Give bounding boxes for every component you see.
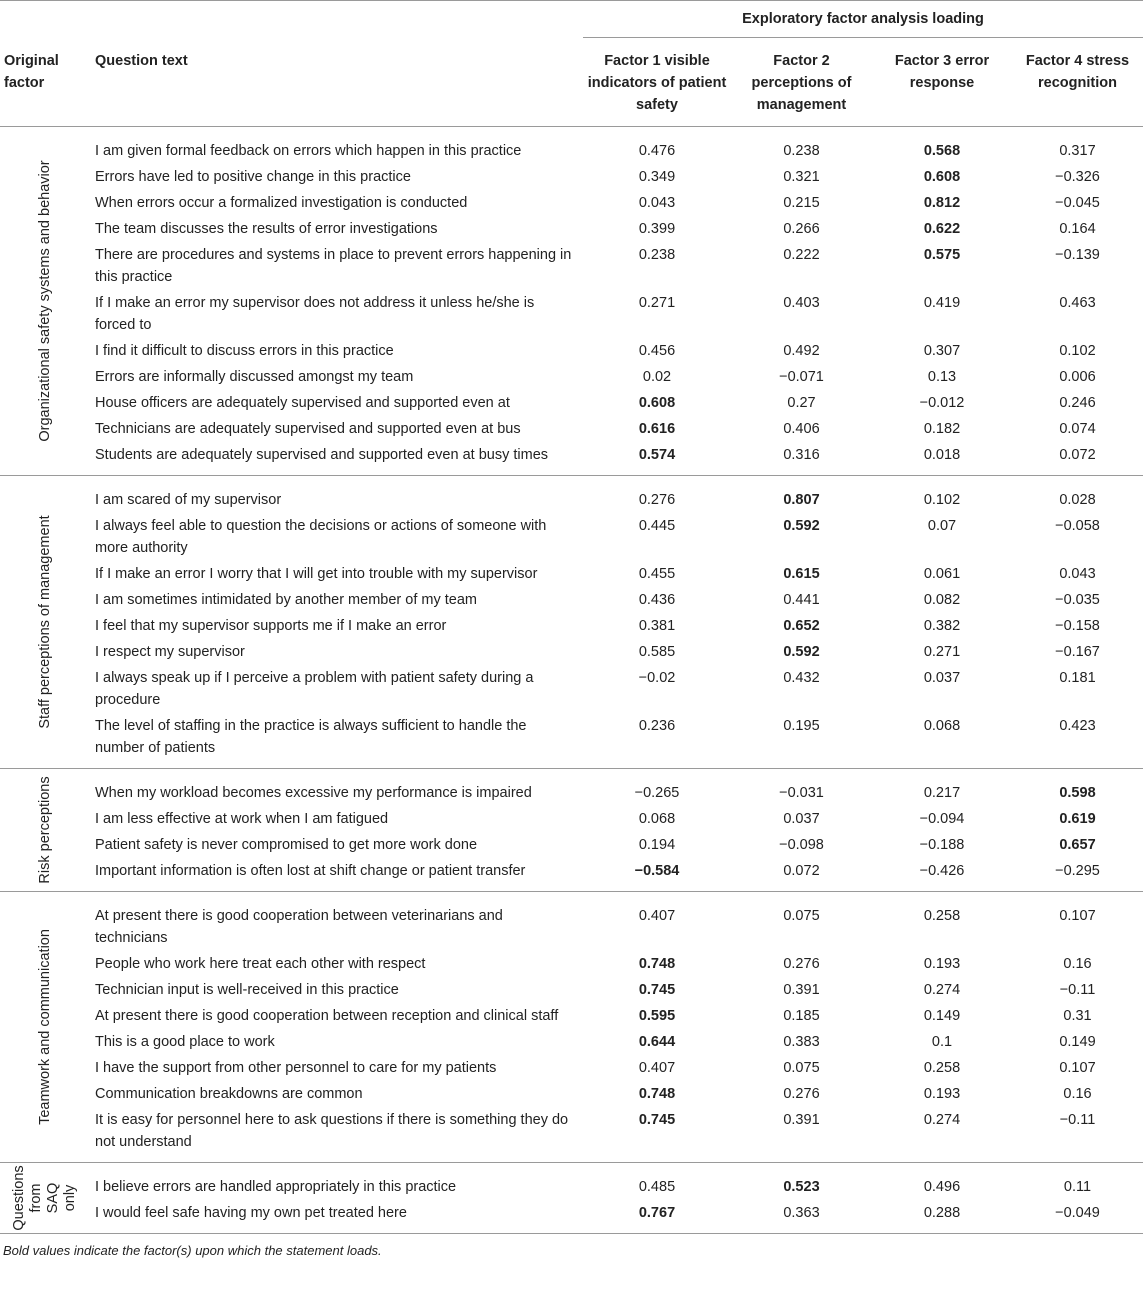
loading-f2-cell: 0.592 <box>783 644 820 660</box>
original-factor-label-line: Questions <box>11 1165 27 1231</box>
question-text-cell: People who work here treat each other with respect <box>95 956 426 972</box>
loading-f1-cell: 0.271 <box>638 295 676 311</box>
loading-f3-cell: −0.012 <box>919 395 965 411</box>
loading-f3-cell: −0.188 <box>919 837 965 853</box>
loading-f3-cell: 0.274 <box>923 982 961 998</box>
loading-f4-cell: 0.31 <box>1063 1008 1092 1024</box>
loading-f4-cell: 0.181 <box>1059 670 1096 686</box>
loading-f2-cell: 0.615 <box>783 566 820 582</box>
loading-f1-cell: 0.236 <box>638 718 676 734</box>
question-text-cell: At present there is good cooperation between reception and clinical staff <box>95 1008 559 1024</box>
loading-f3-cell: 0.812 <box>923 195 961 211</box>
loading-f1-cell: 0.276 <box>583 476 731 514</box>
loading-f2-cell: 0.652 <box>783 618 820 634</box>
loading-f1-cell: 0.476 <box>638 143 676 159</box>
col-factor-1: Factor 1 visible indicators of patient safety <box>587 53 727 113</box>
table-row <box>0 769 1143 807</box>
question-text-cell: If I make an error my supervisor does not address it unless he/she is forced to <box>95 295 535 333</box>
loading-f1-cell: 0.608 <box>638 395 676 411</box>
loading-f2-cell: 0.075 <box>783 1060 820 1076</box>
loading-f2-cell: 0.316 <box>783 447 820 463</box>
table-row <box>0 1107 1143 1163</box>
loading-f3-cell: 0.018 <box>923 447 961 463</box>
loading-f1-cell: 0.745 <box>638 1112 676 1128</box>
loading-f1-cell: 0.456 <box>638 343 676 359</box>
loading-f4-cell: 0.074 <box>1059 421 1096 437</box>
original-factor-cell <box>0 1163 90 1234</box>
table-row <box>0 416 1143 442</box>
table-row <box>0 561 1143 587</box>
table-row <box>0 338 1143 364</box>
table-row <box>0 951 1143 977</box>
loading-f1-cell: 0.043 <box>638 195 676 211</box>
original-factor-cell <box>0 769 90 892</box>
table-row <box>0 1029 1143 1055</box>
loading-f4-cell: −0.045 <box>1055 195 1100 211</box>
loading-f4-cell: 0.657 <box>1059 837 1096 853</box>
col-factor-3: Factor 3 error response <box>894 53 990 91</box>
loading-f4-cell: −0.326 <box>1055 169 1100 185</box>
question-text-cell: Technicians are adequately supervised and supported even at bus <box>95 421 521 437</box>
loading-f1-cell: 0.068 <box>638 811 676 827</box>
loading-f1-cell: 0.436 <box>638 592 676 608</box>
question-text-cell: When my workload becomes excessive my performance is impaired <box>90 769 583 807</box>
loading-f1-cell: 0.616 <box>638 421 676 437</box>
loading-f3-cell: −0.094 <box>919 811 965 827</box>
table-row <box>0 665 1143 713</box>
question-text-cell: I am given formal feedback on errors which happen in this practice <box>95 143 522 159</box>
table-row <box>0 216 1143 242</box>
table-row <box>0 892 1143 952</box>
loading-f3-cell: 0.149 <box>923 1008 961 1024</box>
loading-f2-cell: 0.266 <box>783 221 820 237</box>
table-row <box>0 977 1143 1003</box>
table-row <box>0 1081 1143 1107</box>
loading-f4-cell: 0.317 <box>1059 143 1096 159</box>
question-text-cell: If I make an error I worry that I will get into trouble with my supervisor <box>95 566 538 582</box>
loading-f4-cell: 0.11 <box>1012 1163 1143 1201</box>
loading-f1-cell: −0.584 <box>634 863 680 879</box>
loading-f2-cell: −0.071 <box>779 369 824 385</box>
question-text-cell: The level of staffing in the practice is always sufficient to handle the number of patients <box>95 718 527 756</box>
loading-f2-cell: 0.492 <box>783 343 820 359</box>
loading-f1-cell: 0.238 <box>638 247 676 263</box>
question-text-cell: I am sometimes intimidated by another member of my team <box>95 592 477 608</box>
loading-f3-cell: 0.13 <box>927 369 957 385</box>
loading-f1-cell: 0.194 <box>638 837 676 853</box>
loading-f4-cell: 0.107 <box>1012 892 1143 952</box>
table-row <box>0 587 1143 613</box>
loading-f1-cell: −0.265 <box>583 769 731 807</box>
original-factor-label: Risk perceptions <box>37 776 53 884</box>
loading-f3-cell: 0.037 <box>923 670 961 686</box>
loading-f2-cell: 0.406 <box>783 421 820 437</box>
loading-f1-cell: 0.748 <box>638 1086 676 1102</box>
loading-f2-cell: 0.441 <box>783 592 820 608</box>
loading-f4-cell: 0.246 <box>1059 395 1096 411</box>
loading-f1-cell: 0.407 <box>583 892 731 952</box>
loading-f1-cell: 0.485 <box>583 1163 731 1201</box>
loading-f2-cell: 0.391 <box>783 1112 820 1128</box>
loading-f2-cell: 0.238 <box>783 143 820 159</box>
loading-f4-cell: 0.463 <box>1059 295 1096 311</box>
loading-f3-cell: 0.307 <box>923 343 961 359</box>
loading-f2-cell: 0.215 <box>783 195 820 211</box>
loading-f4-cell: 0.028 <box>1012 476 1143 514</box>
loading-f3-cell: 0.193 <box>923 956 961 972</box>
loading-f4-cell: 0.006 <box>1059 369 1096 385</box>
loading-f2-cell: 0.037 <box>783 811 820 827</box>
table-row <box>0 1003 1143 1029</box>
loading-f4-cell: 0.16 <box>1063 1086 1092 1102</box>
table-footnote: Bold values indicate the factor(s) upon which the statement loads. <box>3 1243 382 1258</box>
table-row <box>0 639 1143 665</box>
table-row <box>0 242 1143 290</box>
loading-f2-cell: 0.807 <box>731 476 872 514</box>
loading-f4-cell: −0.167 <box>1055 644 1100 660</box>
col-factor-2: Factor 2 perceptions of management <box>751 53 852 113</box>
loading-f3-cell: 0.082 <box>923 592 961 608</box>
loading-f2-cell: 0.391 <box>783 982 820 998</box>
table-row <box>0 613 1143 639</box>
col-question-text: Question text <box>95 52 188 69</box>
table-row <box>0 1163 1143 1201</box>
loading-f1-cell: −0.02 <box>638 670 676 686</box>
loading-f4-cell: 0.107 <box>1059 1060 1096 1076</box>
table-row <box>0 1055 1143 1081</box>
question-text-cell: Technician input is well-received in this practice <box>95 982 399 998</box>
loading-f4-cell: 0.598 <box>1012 769 1143 807</box>
loading-f3-cell: 0.271 <box>923 644 961 660</box>
loading-f3-cell: 0.274 <box>923 1112 961 1128</box>
loading-f3-cell: 0.288 <box>923 1205 961 1221</box>
loading-f3-cell: 0.496 <box>872 1163 1012 1201</box>
loading-f3-cell: 0.622 <box>923 221 961 237</box>
col-factor-4: Factor 4 stress recognition <box>1025 53 1130 91</box>
loading-f2-cell: −0.031 <box>731 769 872 807</box>
loading-f1-cell: 0.644 <box>638 1034 676 1050</box>
question-text-cell: There are procedures and systems in place to prevent errors happening in this practice <box>95 247 572 285</box>
loading-f3-cell: 0.193 <box>923 1086 961 1102</box>
question-text-cell: I feel that my supervisor supports me if I make an error <box>95 618 447 634</box>
original-factor-label: Teamwork and communication <box>37 929 53 1125</box>
question-text-cell: This is a good place to work <box>95 1034 275 1050</box>
loading-f4-cell: −0.11 <box>1059 1112 1096 1128</box>
loading-f1-cell: 0.445 <box>638 518 676 534</box>
table-row <box>0 442 1143 476</box>
question-text-cell: It is easy for personnel here to ask questions if there is something they do not understand <box>95 1112 569 1150</box>
loading-f2-cell: 0.363 <box>783 1205 820 1221</box>
table-row <box>0 832 1143 858</box>
table-row <box>0 806 1143 832</box>
table-body <box>0 127 1143 1234</box>
original-factor-cell <box>0 892 90 1163</box>
loading-f1-cell: 0.455 <box>638 566 676 582</box>
original-factor-cell <box>0 127 90 476</box>
question-text-cell: Errors have led to positive change in this practice <box>95 169 411 185</box>
loading-f4-cell: −0.158 <box>1055 618 1100 634</box>
loading-f4-cell: 0.149 <box>1059 1034 1096 1050</box>
loading-f3-cell: 0.258 <box>923 1060 961 1076</box>
question-text-cell: I always feel able to question the decisions or actions of someone with more authority <box>95 518 547 556</box>
loading-f3-cell: 0.608 <box>923 169 961 185</box>
question-text-cell: At present there is good cooperation between veterinarians and technicians <box>90 892 583 952</box>
question-text-cell: The team discusses the results of error investigations <box>95 221 438 237</box>
original-factor-label: Organizational safety systems and behavior <box>37 160 53 442</box>
loading-f1-cell: 0.585 <box>638 644 676 660</box>
loading-f3-cell: 0.217 <box>872 769 1012 807</box>
question-text-cell: Errors are informally discussed amongst my team <box>95 369 414 385</box>
table-row <box>0 190 1143 216</box>
question-text-cell: I am scared of my supervisor <box>90 476 583 514</box>
loading-f4-cell: 0.16 <box>1063 956 1092 972</box>
loading-f2-cell: 0.383 <box>783 1034 820 1050</box>
loading-f3-cell: 0.568 <box>923 143 961 159</box>
table-row <box>0 476 1143 514</box>
loading-f2-cell: 0.27 <box>787 395 816 411</box>
question-text-cell: I am less effective at work when I am fatigued <box>95 811 389 827</box>
loading-f1-cell: 0.02 <box>642 369 672 385</box>
loading-f2-cell: 0.195 <box>783 718 820 734</box>
original-factor-label: Staff perceptions of management <box>37 515 53 729</box>
loading-f4-cell: 0.102 <box>1059 343 1096 359</box>
original-factor-label-line: SAQ <box>45 1182 61 1214</box>
loading-f3-cell: 0.382 <box>923 618 961 634</box>
question-text-cell: Important information is often lost at shift change or patient transfer <box>95 863 526 879</box>
loading-f2-cell: 0.276 <box>783 956 820 972</box>
loading-f2-cell: 0.185 <box>783 1008 820 1024</box>
loading-f2-cell: 0.321 <box>783 169 820 185</box>
loading-f2-cell: 0.592 <box>783 518 820 534</box>
loading-f1-cell: 0.745 <box>638 982 676 998</box>
loading-f4-cell: −0.11 <box>1059 982 1096 998</box>
loading-f4-cell: −0.139 <box>1055 247 1100 263</box>
question-text-cell: Communication breakdowns are common <box>95 1086 363 1102</box>
loading-f1-cell: 0.748 <box>638 956 676 972</box>
loading-f1-cell: 0.399 <box>638 221 676 237</box>
loading-f4-cell: 0.619 <box>1059 811 1096 827</box>
question-text-cell: When errors occur a formalized investigation is conducted <box>95 195 468 211</box>
question-text-cell: Students are adequately supervised and supported even at busy times <box>95 447 549 463</box>
loading-f3-cell: 0.07 <box>927 518 957 534</box>
loading-f1-cell: 0.767 <box>638 1205 676 1221</box>
loading-f2-cell: 0.075 <box>731 892 872 952</box>
loading-f4-cell: 0.423 <box>1059 718 1096 734</box>
question-text-cell: I respect my supervisor <box>95 644 245 660</box>
question-text-cell: I always speak up if I perceive a problem with patient safety during a procedure <box>95 670 534 708</box>
table-row <box>0 390 1143 416</box>
loading-f1-cell: 0.381 <box>638 618 676 634</box>
loading-f3-cell: 0.1 <box>931 1034 953 1050</box>
original-factor-label <box>11 1165 79 1230</box>
table-row <box>0 513 1143 561</box>
loading-f4-cell: −0.035 <box>1055 592 1100 608</box>
loading-f4-cell: 0.072 <box>1059 447 1096 463</box>
loading-f2-cell: −0.098 <box>779 837 824 853</box>
original-factor-cell <box>0 476 90 769</box>
table-row <box>0 713 1143 769</box>
col-original-factor: Original factor <box>4 52 59 91</box>
loading-f4-cell: 0.164 <box>1059 221 1096 237</box>
question-text-cell: I have the support from other personnel to care for my patients <box>95 1060 497 1076</box>
question-text-cell: I find it difficult to discuss errors in this practice <box>95 343 394 359</box>
loading-f4-cell: −0.058 <box>1055 518 1100 534</box>
loading-f4-cell: 0.043 <box>1059 566 1096 582</box>
loading-f2-cell: 0.432 <box>783 670 820 686</box>
loading-f1-cell: 0.349 <box>638 169 676 185</box>
efa-header: Exploratory factor analysis loading <box>583 8 1143 38</box>
loading-f3-cell: 0.182 <box>923 421 961 437</box>
table-row <box>0 858 1143 892</box>
loading-f2-cell: 0.072 <box>783 863 820 879</box>
loading-f2-cell: 0.276 <box>783 1086 820 1102</box>
table-row <box>0 290 1143 338</box>
loading-f3-cell: 0.575 <box>923 247 961 263</box>
loading-f3-cell: 0.258 <box>872 892 1012 952</box>
loading-f4-cell: −0.049 <box>1055 1205 1100 1221</box>
original-factor-label-line: only <box>62 1184 78 1212</box>
loading-f1-cell: 0.574 <box>638 447 676 463</box>
loading-f1-cell: 0.407 <box>638 1060 676 1076</box>
loading-f4-cell: −0.295 <box>1055 863 1100 879</box>
loading-f3-cell: 0.061 <box>923 566 961 582</box>
table-row <box>0 127 1143 165</box>
table-row <box>0 1200 1143 1233</box>
question-text-cell: House officers are adequately supervised and supported even at <box>95 395 510 411</box>
question-text-cell: Patient safety is never compromised to get more work done <box>95 837 478 853</box>
loading-f2-cell: 0.403 <box>783 295 820 311</box>
loading-f3-cell: 0.068 <box>923 718 961 734</box>
table-row <box>0 364 1143 390</box>
loading-f3-cell: 0.419 <box>923 295 961 311</box>
loading-f3-cell: −0.426 <box>919 863 965 879</box>
question-text-cell: I believe errors are handled appropriately in this practice <box>90 1163 583 1201</box>
loading-f3-cell: 0.102 <box>872 476 1012 514</box>
question-text-cell: I would feel safe having my own pet treated here <box>95 1205 407 1221</box>
loading-f2-cell: 0.523 <box>731 1163 872 1201</box>
loading-f1-cell: 0.595 <box>638 1008 676 1024</box>
loading-f2-cell: 0.222 <box>783 247 820 263</box>
table-row <box>0 164 1143 190</box>
original-factor-label-line: from <box>28 1183 44 1213</box>
